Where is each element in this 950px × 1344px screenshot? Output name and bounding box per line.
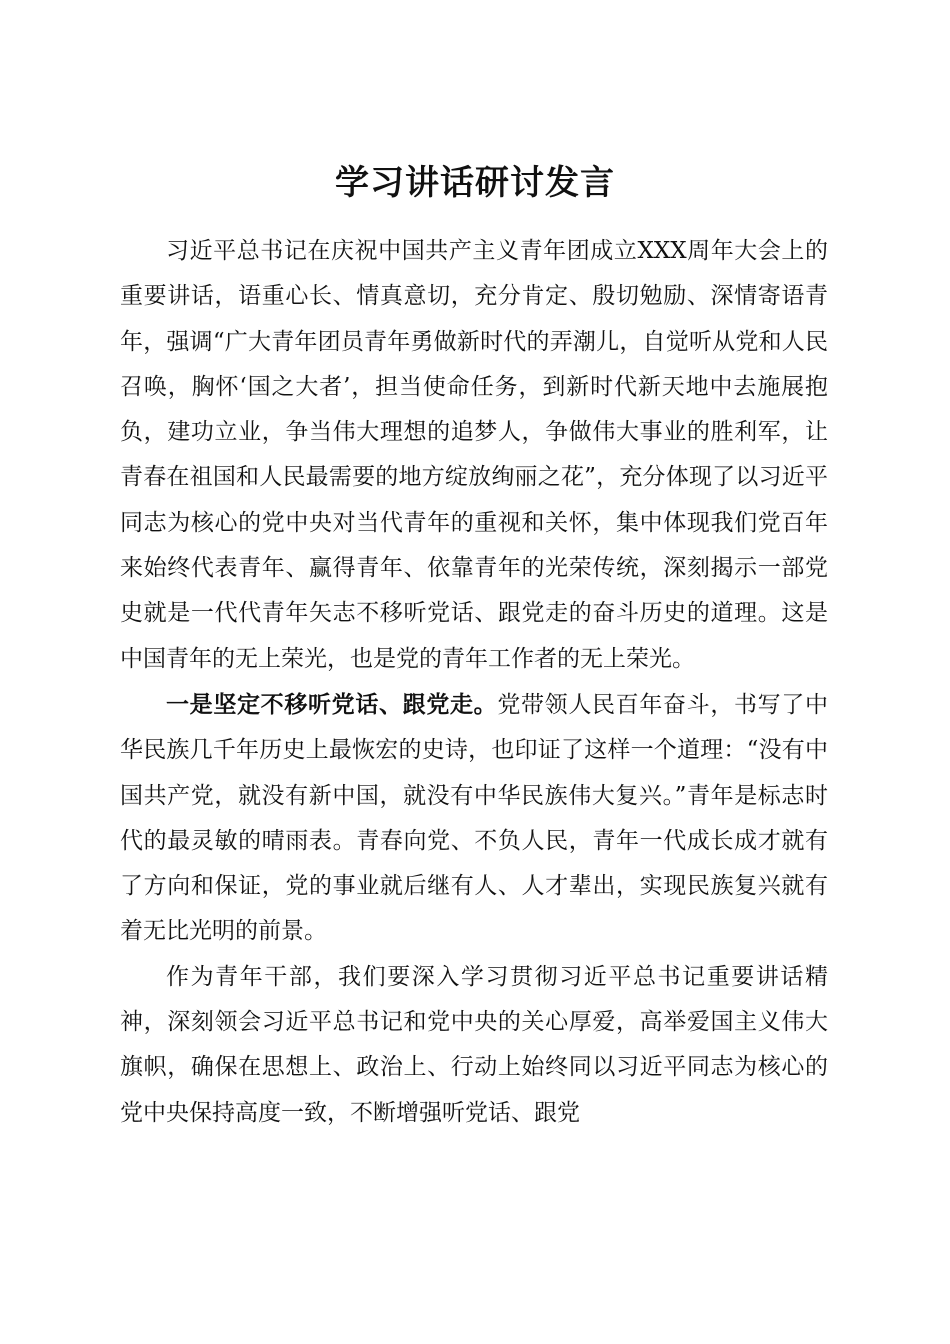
document-title: 学习讲话研讨发言: [335, 162, 615, 203]
paragraph-intro: [120, 229, 828, 682]
paragraph-youth-cadres: [120, 955, 828, 1136]
paragraph-lead-heading: 一是坚定不移听党话、跟党走。: [166, 690, 498, 718]
paragraph-point-one: [120, 682, 828, 955]
document-body: [120, 229, 828, 1136]
paragraph-text: 习近平总书记在庆祝中国共产主义青年团成立XXX周年大会上的重要讲话，语重心长、情真意切，充分肯定、殷切勉励、深情寄语青年，强调“广大青年团员青年勇做新时代的弄潮儿，自觉听从党和人民召唤，胸怀‘国之大者’，担当使命任务，到新时代新天地中去施展抱负，建功立业，争当伟大理想的追梦人，争做伟大事业的胜利军，让青春在祖国和人民最需要的地方绽放绚丽之花”，充分体现了以习近平同志为核心的党中央对当代青年的重视和关怀，集中体现我们党百年来始终代表青年、赢得青年、依靠青年的光荣传统，深刻揭示一部党史就是一代代青年矢志不移听党话、跟党走的奋斗历史的道理。这是中国青年的无上荣光，也是党的青年工作者的无上荣光。: [120, 238, 828, 672]
paragraph-text: 作为青年干部，我们要深入学习贯彻习近平总书记重要讲话精神，深刻领会习近平总书记和党中央的关心厚爱，高举爱国主义伟大旗帜，确保在思想上、政治上、行动上始终同以习近平同志为核心的党中央保持高度一致，不断增强听党话、跟党: [120, 963, 828, 1126]
paragraph-text: 党带领人民百年奋斗，书写了中华民族几千年历史上最恢宏的史诗，也印证了这样一个道理：“没有中国共产党，就没有新中国，就没有中华民族伟大复兴。”青年是标志时代的最灵敏的晴雨表。青春向党、不负人民，青年一代成长成才就有了方向和保证，党的事业就后继有人、人才辈出，实现民族复兴就有着无比光明的前景。: [120, 691, 829, 945]
